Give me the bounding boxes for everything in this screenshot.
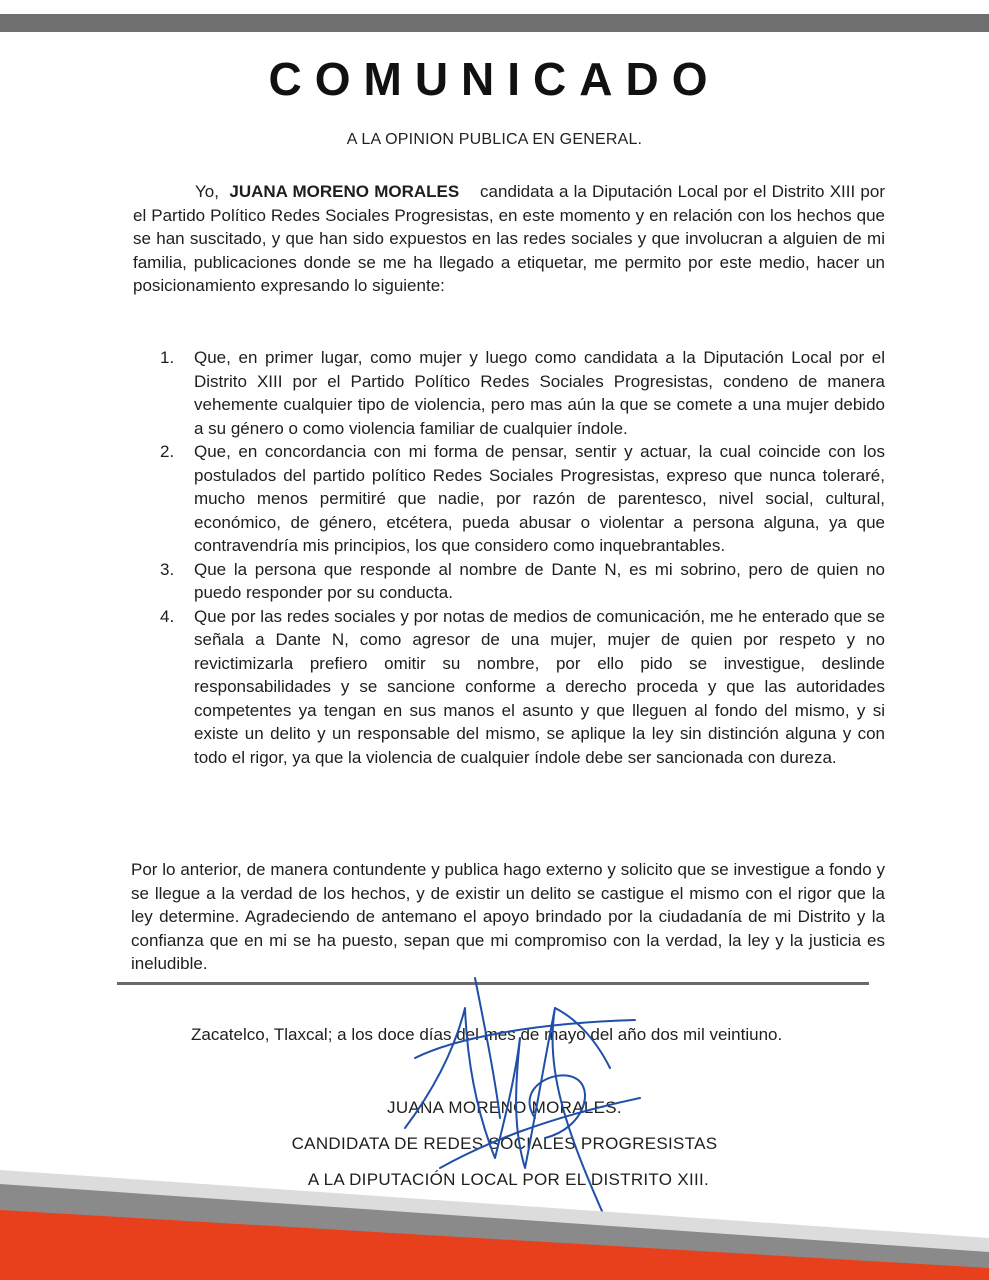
list-item-number: 3. xyxy=(160,559,175,579)
signer-position: A LA DIPUTACIÓN LOCAL POR EL DISTRITO XIII. xyxy=(307,1170,710,1189)
header-bar xyxy=(0,14,989,32)
list-item xyxy=(160,440,885,558)
points-list xyxy=(160,346,885,769)
list-item-text: Que, en concordancia con mi forma de pensar, sentir y actuar, la cual coincide con los postulados del partido político Redes Sociales Progresistas, expreso que nunca toleraré, mucho menos permitiré que nadie, por razón de parentesco, nivel social, cultural, económico, de género, etcétera, pueda abusar o violentar a persona alguna, ya que contravendría mis principios, los que considero como inquebrantables. xyxy=(194,442,885,555)
signer-name: JUANA MORENO MORALES. xyxy=(387,1098,622,1117)
place-date: Zacatelco, Tlaxcal; a los doce días del mes de mayo del año dos mil veintiuno. xyxy=(191,1025,783,1044)
list-item xyxy=(160,605,885,770)
list-item-text: Que la persona que responde al nombre de Dante N, es mi sobrino, pero de quien no puedo responder por su conducta. xyxy=(194,559,885,602)
list-item xyxy=(160,558,885,605)
list-item-number: 2. xyxy=(160,442,175,461)
document-title: COMUNICADO xyxy=(268,53,721,105)
document-subtitle: A LA OPINION PUBLICA EN GENERAL. xyxy=(346,131,643,148)
signer-role: CANDIDATA DE REDES SOCIALES PROGRESISTAS xyxy=(291,1134,718,1153)
list-item-text: Que, en primer lugar, como mujer y luego como candidata a la Diputación Local por el Distrito XIII por el Partido Político Redes Sociales Progresistas, condeno de manera vehemente cualquier tipo de violencia, pero mas aún la que se comete a una mujer debido a su género o como violencia familiar de cualquier índole. xyxy=(194,348,885,438)
intro-text: candidata a la Diputación Local por el Distrito XIII por el Partido Político Redes Sociales Progresistas, en este momento y en relación con los hechos que se han suscitado, y que han sido expuestos en las redes sociales y que involucran a alguien de mi familia, publicaciones donde se me ha llegado a etiquetar, me permito por este medio, hacer un posicionamiento expresando lo siguiente: xyxy=(133,182,885,295)
intro-lead: Yo, xyxy=(195,182,219,201)
intro-paragraph xyxy=(133,180,885,298)
list-item-number: 4. xyxy=(160,606,175,626)
list-item xyxy=(160,346,885,440)
list-item-text: Que por las redes sociales y por notas de medios de comunicación, me he enterado que se señala a Dante N, como agresor de una mujer, mujer de quien por respeto y no revictimizarla prefiero omitir su nombre, por ello pido se investigue, deslinde responsabilidades y se sancione conforme a derecho proceda y que las autoridades competentes ya tengan en sus manos el asunto y que lleguen al fondo del mismo, y si existe un delito y un responsable del mismo, se aplique la ley sin distinción alguna y con todo el rigor, ya que la violencia de cualquier índole debe ser sancionada con dureza. xyxy=(194,606,885,767)
candidate-name: JUANA MORENO MORALES xyxy=(229,182,460,201)
list-item-number: 1. xyxy=(160,348,175,367)
closing-paragraph: Por lo anterior, de manera contundente y publica hago externo y solicito que se investigue a fondo y se llegue a la verdad de los hechos, y de existir un delito se castigue el mismo con el rigor que la ley determine. Agradeciendo de antemano el apoyo brindado por la ciudadanía de mi Distrito y la confianza que en mi se ha puesto, sepan que mi compromiso con la verdad, la ley y la justicia es ineludible. xyxy=(131,860,885,973)
footer-decoration xyxy=(0,1150,989,1280)
